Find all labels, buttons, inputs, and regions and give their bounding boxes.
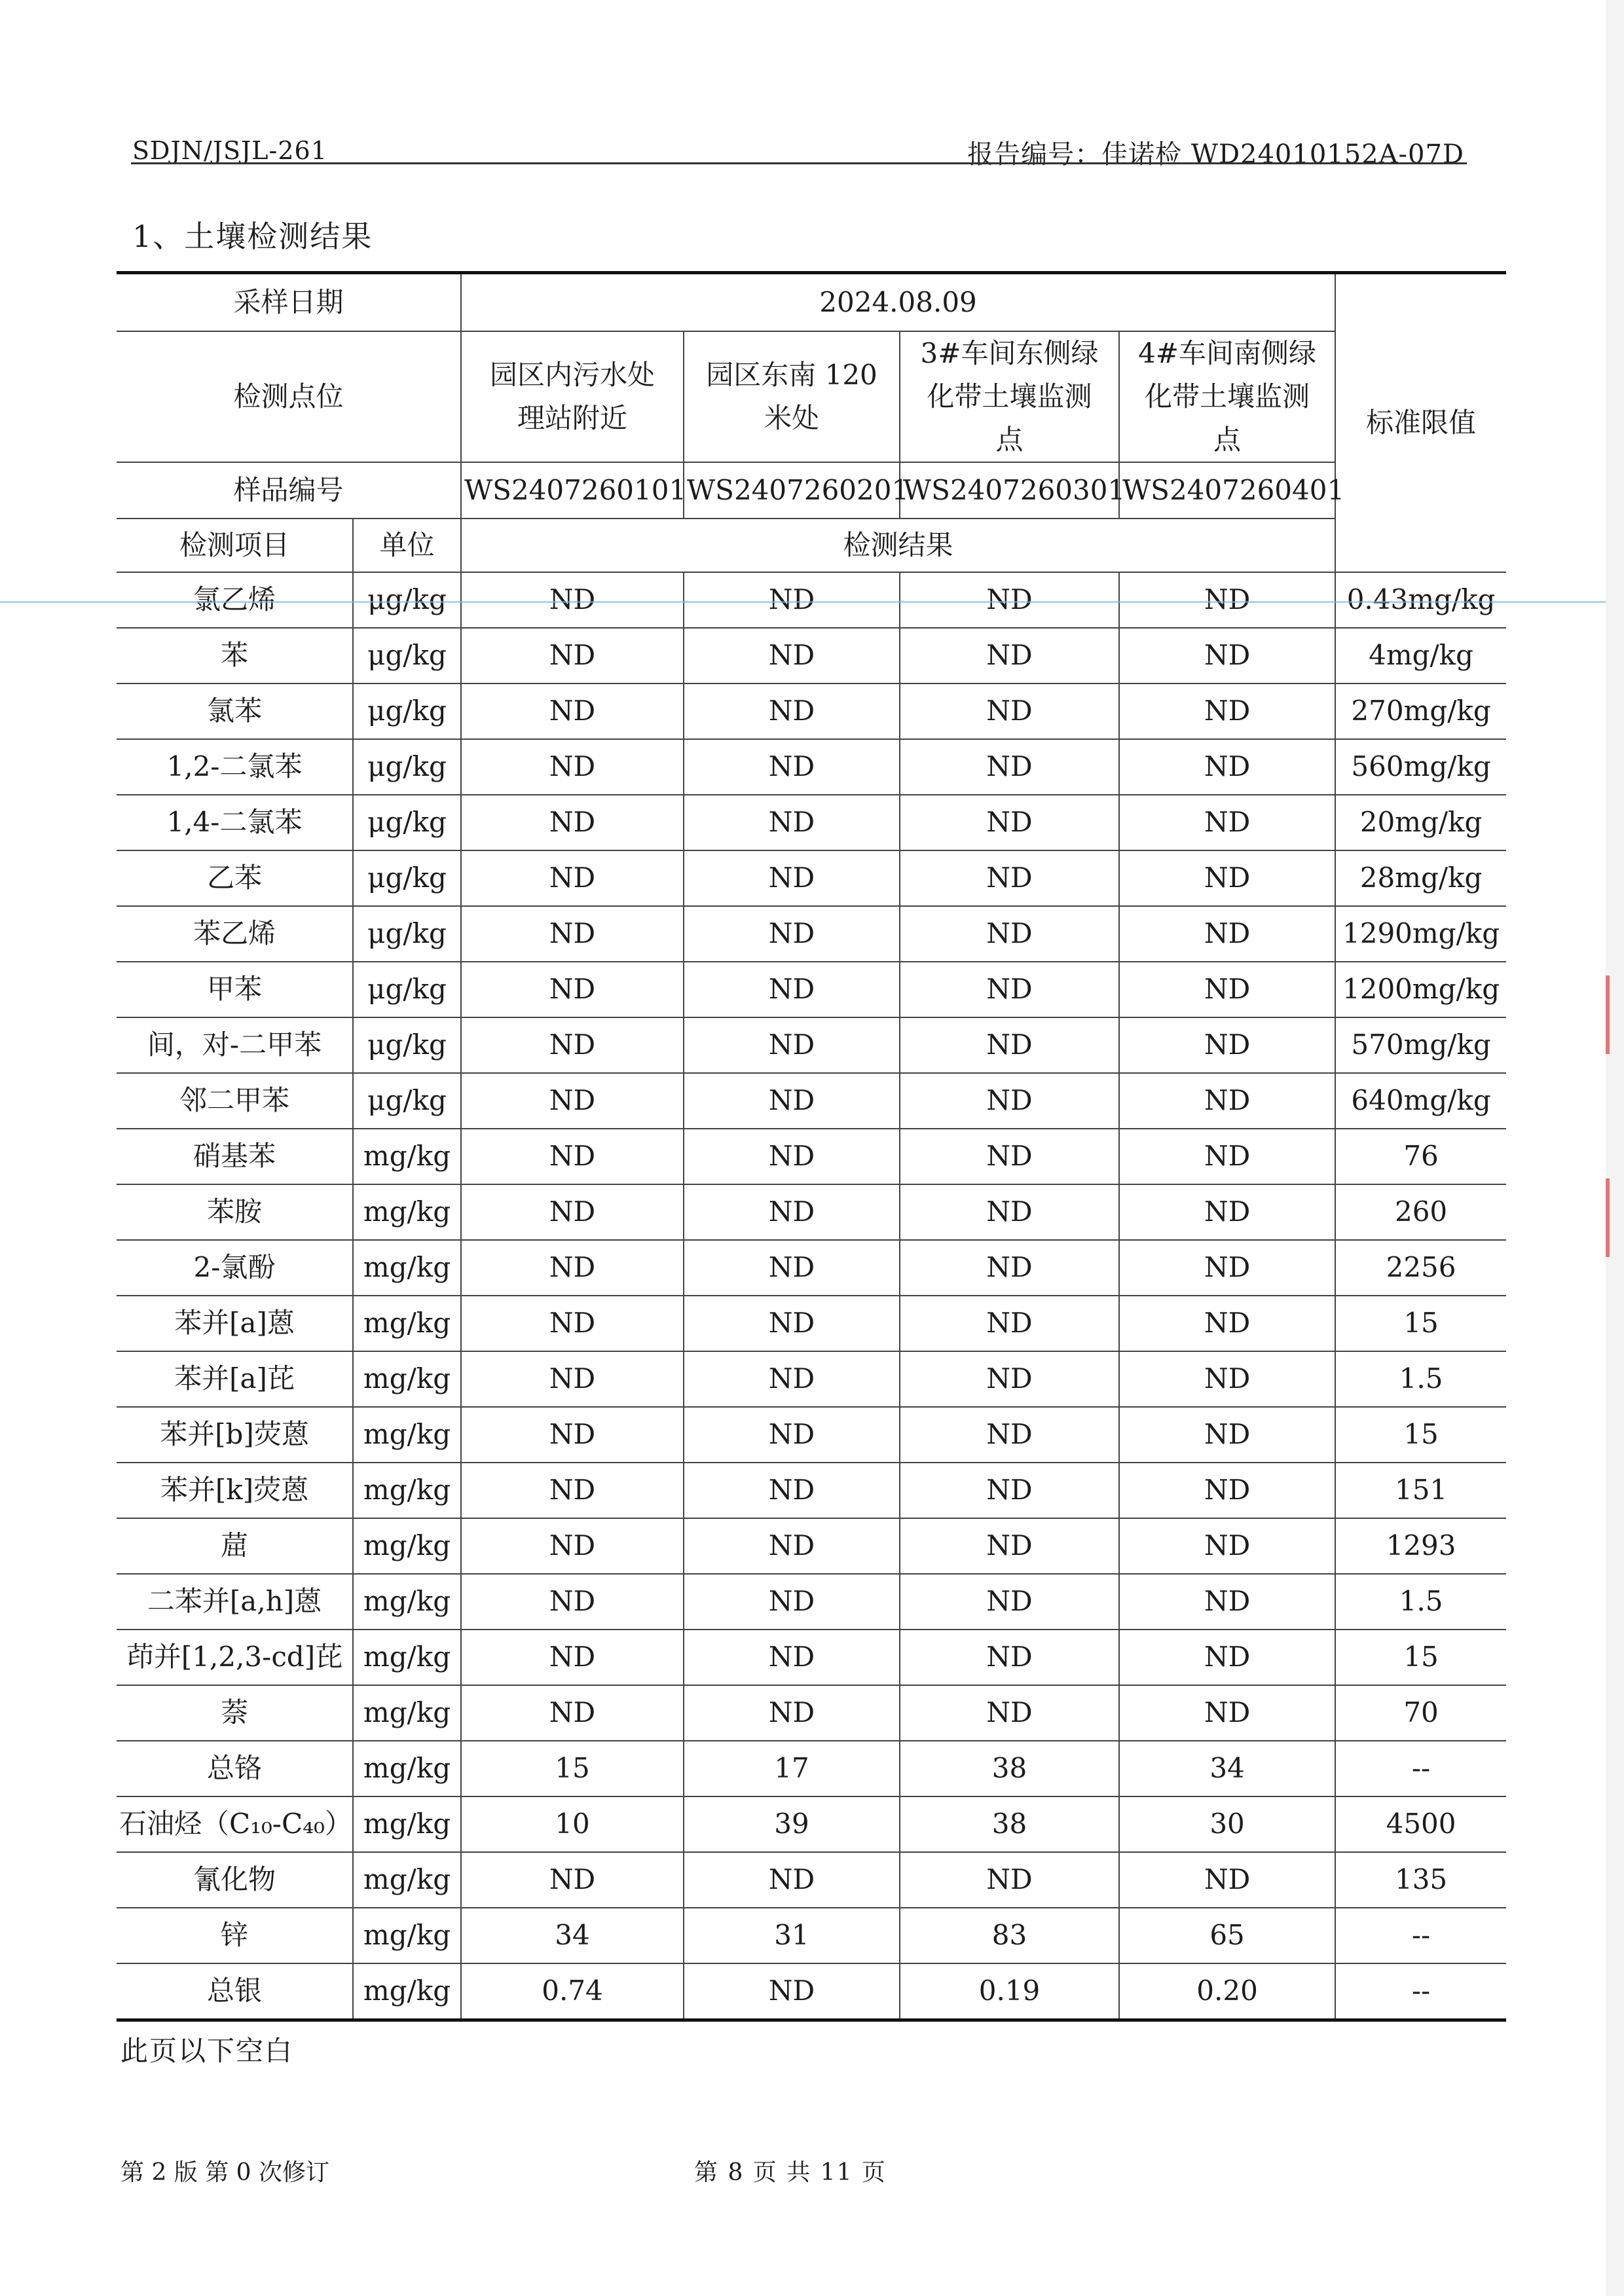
result-cell: ND — [684, 1184, 900, 1240]
unit-cell: mg/kg — [353, 1407, 461, 1463]
sample-number-2: WS2407260201 — [684, 462, 900, 519]
unit-cell: mg/kg — [353, 1963, 461, 2020]
result-cell: ND — [1119, 1351, 1335, 1407]
result-cell: ND — [461, 572, 684, 628]
result-cell: ND — [1119, 906, 1335, 962]
item-name-cell: 苯并[b]荧蒽 — [117, 1407, 353, 1463]
result-cell: ND — [1119, 795, 1335, 850]
result-cell: ND — [900, 1073, 1119, 1129]
result-cell: ND — [461, 795, 684, 850]
sample-number-label: 样品编号 — [117, 462, 461, 519]
seal-fragment-bottom — [1606, 1178, 1624, 1257]
standard-limit-cell: 4500 — [1335, 1796, 1506, 1852]
item-name-cell: 间，对-二甲苯 — [117, 1017, 353, 1073]
standard-limit-cell: -- — [1335, 1908, 1506, 1963]
result-cell: ND — [900, 1463, 1119, 1518]
item-name-cell: 苯并[k]荧蒽 — [117, 1463, 353, 1518]
item-name-cell: 乙苯 — [117, 850, 353, 906]
unit-cell: μg/kg — [353, 795, 461, 850]
standard-limit-header: 标准限值 — [1335, 273, 1506, 573]
sampling-point-row — [117, 331, 1506, 462]
result-cell: ND — [684, 850, 900, 906]
standard-limit-cell: 15 — [1335, 1630, 1506, 1685]
result-cell: 0.19 — [900, 1963, 1119, 2020]
sampling-point-1 — [461, 331, 684, 462]
result-cell: ND — [461, 1518, 684, 1574]
unit-cell: mg/kg — [353, 1574, 461, 1630]
unit-cell: mg/kg — [353, 1908, 461, 1963]
result-cell: ND — [684, 962, 900, 1017]
result-cell: ND — [461, 1685, 684, 1741]
item-name-cell: 硝基苯 — [117, 1129, 353, 1184]
result-cell: ND — [900, 1129, 1119, 1184]
standard-limit-cell: 135 — [1335, 1852, 1506, 1908]
page-edge-shadow — [1606, 0, 1624, 2296]
result-cell: ND — [1119, 1463, 1335, 1518]
sampling-point-4 — [1119, 331, 1335, 462]
unit-cell: mg/kg — [353, 1852, 461, 1908]
table-row — [117, 1685, 1506, 1741]
standard-limit-cell: 0.43mg/kg — [1335, 572, 1506, 628]
point-3-line-3: 点 — [995, 424, 1024, 456]
unit-cell: mg/kg — [353, 1630, 461, 1685]
table-row — [117, 1017, 1506, 1073]
result-cell: ND — [900, 1407, 1119, 1463]
table-row — [117, 1963, 1506, 2020]
unit-cell: mg/kg — [353, 1129, 461, 1184]
unit-cell: mg/kg — [353, 1296, 461, 1351]
unit-header: 单位 — [353, 519, 461, 572]
result-cell: ND — [461, 1184, 684, 1240]
item-name-cell: 总铬 — [117, 1741, 353, 1796]
point-4-line-3: 点 — [1213, 424, 1242, 456]
standard-limit-cell: 570mg/kg — [1335, 1017, 1506, 1073]
unit-cell: mg/kg — [353, 1463, 461, 1518]
result-cell: ND — [684, 739, 900, 795]
standard-limit-cell: 1290mg/kg — [1335, 906, 1506, 962]
standard-limit-cell: 4mg/kg — [1335, 628, 1506, 683]
unit-cell: mg/kg — [353, 1741, 461, 1796]
result-cell: ND — [684, 683, 900, 739]
table-row — [117, 739, 1506, 795]
result-cell: ND — [1119, 1184, 1335, 1240]
standard-limit-cell: 1.5 — [1335, 1574, 1506, 1630]
sample-number-3: WS2407260301 — [900, 462, 1119, 519]
result-cell: 15 — [461, 1741, 684, 1796]
result-cell: ND — [900, 1351, 1119, 1407]
result-cell: ND — [461, 1574, 684, 1630]
item-name-cell: 2-氯酚 — [117, 1240, 353, 1296]
result-cell: ND — [461, 962, 684, 1017]
table-row — [117, 628, 1506, 683]
result-cell: ND — [900, 1574, 1119, 1630]
result-cell: 31 — [684, 1908, 900, 1963]
footer-version: 第 2 版 第 0 次修订 — [120, 2159, 330, 2186]
result-cell: ND — [1119, 1129, 1335, 1184]
point-2-line-1: 园区东南 120 — [706, 359, 877, 391]
result-cell: ND — [461, 1240, 684, 1296]
result-cell: ND — [900, 1852, 1119, 1908]
result-cell: ND — [900, 1630, 1119, 1685]
standard-limit-cell: 260 — [1335, 1184, 1506, 1240]
standard-limit-cell: 1293 — [1335, 1518, 1506, 1574]
unit-cell: mg/kg — [353, 1685, 461, 1741]
item-name-cell: 䓛 — [117, 1518, 353, 1574]
item-name-cell: 苯并[a]蒽 — [117, 1296, 353, 1351]
item-name-cell: 氯乙烯 — [117, 572, 353, 628]
header-rule — [131, 162, 1467, 164]
table-row — [117, 1073, 1506, 1129]
item-name-cell: 氯苯 — [117, 683, 353, 739]
result-cell: 10 — [461, 1796, 684, 1852]
unit-cell: mg/kg — [353, 1796, 461, 1852]
result-cell: ND — [684, 1017, 900, 1073]
result-cell: ND — [900, 1518, 1119, 1574]
result-cell: ND — [900, 1685, 1119, 1741]
result-cell: ND — [900, 683, 1119, 739]
result-cell: ND — [900, 739, 1119, 795]
item-name-cell: 邻二甲苯 — [117, 1073, 353, 1129]
table-row — [117, 795, 1506, 850]
standard-limit-cell: 15 — [1335, 1407, 1506, 1463]
table-row — [117, 1296, 1506, 1351]
table-row — [117, 1630, 1506, 1685]
seal-fragment-top — [1606, 975, 1624, 1054]
table-row — [117, 1852, 1506, 1908]
unit-cell: mg/kg — [353, 1184, 461, 1240]
standard-limit-cell: 560mg/kg — [1335, 739, 1506, 795]
standard-limit-cell: 20mg/kg — [1335, 795, 1506, 850]
table-row — [117, 850, 1506, 906]
standard-limit-cell: 2256 — [1335, 1240, 1506, 1296]
result-cell: ND — [900, 906, 1119, 962]
result-cell: ND — [461, 1407, 684, 1463]
item-name-cell: 二苯并[a,h]蒽 — [117, 1574, 353, 1630]
item-name-cell: 1,4-二氯苯 — [117, 795, 353, 850]
result-cell: ND — [1119, 1073, 1335, 1129]
report-number: 报告编号：佳诺检 WD24010152A-07D — [967, 139, 1464, 170]
result-cell: ND — [900, 962, 1119, 1017]
standard-limit-cell: -- — [1335, 1963, 1506, 2020]
result-cell: ND — [461, 628, 684, 683]
table-row — [117, 1351, 1506, 1407]
table-row — [117, 1129, 1506, 1184]
item-header: 检测项目 — [117, 519, 353, 572]
table-row — [117, 683, 1506, 739]
result-cell: ND — [1119, 1296, 1335, 1351]
standard-limit-cell: 151 — [1335, 1463, 1506, 1518]
item-name-cell: 苯胺 — [117, 1184, 353, 1240]
result-cell: ND — [1119, 962, 1335, 1017]
table-row — [117, 1518, 1506, 1574]
result-cell: ND — [461, 1630, 684, 1685]
sampling-point-label: 检测点位 — [117, 331, 461, 462]
point-1-line-1: 园区内污水处 — [490, 359, 655, 391]
result-cell: ND — [900, 628, 1119, 683]
result-cell: ND — [1119, 1017, 1335, 1073]
table-row — [117, 1574, 1506, 1630]
result-cell: ND — [684, 1296, 900, 1351]
document-code: SDJN/JSJL-261 — [132, 136, 327, 165]
result-cell: ND — [900, 850, 1119, 906]
table-row — [117, 1407, 1506, 1463]
item-name-cell: 锌 — [117, 1908, 353, 1963]
result-cell: ND — [1119, 1630, 1335, 1685]
item-name-cell: 苯并[a]芘 — [117, 1351, 353, 1407]
point-4-line-1: 4#车间南侧绿 — [1138, 337, 1316, 369]
result-cell: 17 — [684, 1741, 900, 1796]
point-3-line-2: 化带土壤监测 — [927, 380, 1092, 412]
result-cell: 0.74 — [461, 1963, 684, 2020]
result-cell: ND — [1119, 1407, 1335, 1463]
result-cell: ND — [461, 1852, 684, 1908]
result-cell: ND — [900, 1296, 1119, 1351]
result-cell: ND — [461, 850, 684, 906]
item-name-cell: 1,2-二氯苯 — [117, 739, 353, 795]
sampling-date-row — [117, 273, 1506, 332]
table-row — [117, 962, 1506, 1017]
unit-cell: μg/kg — [353, 906, 461, 962]
result-cell: ND — [684, 1630, 900, 1685]
unit-cell: μg/kg — [353, 683, 461, 739]
result-cell: ND — [461, 1073, 684, 1129]
result-cell: ND — [684, 1351, 900, 1407]
unit-cell: μg/kg — [353, 628, 461, 683]
sampling-point-3 — [900, 331, 1119, 462]
point-1-line-2: 理站附近 — [517, 402, 628, 434]
unit-cell: mg/kg — [353, 1518, 461, 1574]
result-cell: ND — [1119, 850, 1335, 906]
item-header-row — [117, 519, 1506, 572]
standard-limit-cell: 1200mg/kg — [1335, 962, 1506, 1017]
result-cell: ND — [684, 1852, 900, 1908]
unit-cell: μg/kg — [353, 850, 461, 906]
result-cell: ND — [684, 1073, 900, 1129]
result-cell: ND — [900, 1184, 1119, 1240]
item-name-cell: 苯乙烯 — [117, 906, 353, 962]
item-name-cell: 甲苯 — [117, 962, 353, 1017]
result-cell: ND — [461, 683, 684, 739]
sampling-date-value: 2024.08.09 — [461, 273, 1335, 332]
result-cell: ND — [1119, 739, 1335, 795]
standard-limit-cell: 1.5 — [1335, 1351, 1506, 1407]
result-cell: 34 — [1119, 1741, 1335, 1796]
result-cell: ND — [900, 572, 1119, 628]
result-cell: 38 — [900, 1796, 1119, 1852]
result-cell: ND — [461, 906, 684, 962]
result-cell: ND — [461, 1017, 684, 1073]
result-cell: ND — [684, 1129, 900, 1184]
result-cell: ND — [1119, 1240, 1335, 1296]
result-cell: ND — [1119, 1685, 1335, 1741]
unit-cell: μg/kg — [353, 962, 461, 1017]
unit-cell: μg/kg — [353, 1073, 461, 1129]
table-row — [117, 1184, 1506, 1240]
result-cell: ND — [1119, 628, 1335, 683]
unit-cell: mg/kg — [353, 1351, 461, 1407]
result-cell: ND — [684, 1963, 900, 2020]
item-name-cell: 总银 — [117, 1963, 353, 2020]
result-cell: 0.20 — [1119, 1963, 1335, 2020]
sample-number-1: WS2407260101 — [461, 462, 684, 519]
result-cell: ND — [684, 1685, 900, 1741]
item-name-cell: 茚并[1,2,3-cd]芘 — [117, 1630, 353, 1685]
result-header: 检测结果 — [461, 519, 1335, 572]
result-cell: ND — [684, 1407, 900, 1463]
standard-limit-cell: 270mg/kg — [1335, 683, 1506, 739]
result-cell: 38 — [900, 1741, 1119, 1796]
result-cell: 30 — [1119, 1796, 1335, 1852]
result-cell: ND — [684, 1240, 900, 1296]
soil-results-table — [117, 271, 1506, 2022]
unit-cell: μg/kg — [353, 572, 461, 628]
table-row — [117, 572, 1506, 628]
point-2-line-2: 米处 — [764, 402, 820, 434]
result-cell: ND — [684, 572, 900, 628]
result-cell: ND — [900, 795, 1119, 850]
table-row — [117, 906, 1506, 962]
standard-limit-cell: 28mg/kg — [1335, 850, 1506, 906]
section-title: 1、土壤检测结果 — [132, 219, 373, 254]
table-row — [117, 1463, 1506, 1518]
footer-page-number: 第 8 页 共 11 页 — [694, 2159, 887, 2186]
result-cell: 34 — [461, 1908, 684, 1963]
result-cell: ND — [461, 1463, 684, 1518]
table-row — [117, 1741, 1506, 1796]
sampling-point-2 — [684, 331, 900, 462]
result-cell: ND — [900, 1017, 1119, 1073]
result-cell: ND — [900, 1240, 1119, 1296]
result-cell: 83 — [900, 1908, 1119, 1963]
sample-number-row — [117, 462, 1506, 519]
standard-limit-cell: 70 — [1335, 1685, 1506, 1741]
point-4-line-2: 化带土壤监测 — [1145, 380, 1310, 412]
result-cell: ND — [684, 1518, 900, 1574]
result-cell: ND — [684, 906, 900, 962]
standard-limit-cell: 76 — [1335, 1129, 1506, 1184]
result-cell: ND — [461, 739, 684, 795]
standard-limit-cell: 640mg/kg — [1335, 1073, 1506, 1129]
result-cell: ND — [1119, 1852, 1335, 1908]
result-cell: ND — [1119, 1574, 1335, 1630]
standard-limit-cell: 15 — [1335, 1296, 1506, 1351]
sampling-date-label: 采样日期 — [117, 273, 461, 332]
result-cell: ND — [684, 628, 900, 683]
table-row — [117, 1908, 1506, 1963]
item-name-cell: 苯 — [117, 628, 353, 683]
blank-below-note: 此页以下空白 — [120, 2035, 294, 2067]
item-name-cell: 氰化物 — [117, 1852, 353, 1908]
result-cell: ND — [461, 1296, 684, 1351]
result-cell: 65 — [1119, 1908, 1335, 1963]
result-cell: ND — [461, 1351, 684, 1407]
item-name-cell: 萘 — [117, 1685, 353, 1741]
table-row — [117, 1796, 1506, 1852]
result-cell: ND — [1119, 1518, 1335, 1574]
result-cell: ND — [684, 1463, 900, 1518]
result-cell: ND — [1119, 683, 1335, 739]
sample-number-4: WS2407260401 — [1119, 462, 1335, 519]
item-name-cell: 石油烃（C₁₀-C₄₀） — [117, 1796, 353, 1852]
scan-artifact-line — [0, 601, 1624, 603]
unit-cell: μg/kg — [353, 739, 461, 795]
table-row — [117, 1240, 1506, 1296]
result-cell: ND — [684, 1574, 900, 1630]
standard-limit-cell: -- — [1335, 1741, 1506, 1796]
result-cell: ND — [461, 1129, 684, 1184]
unit-cell: μg/kg — [353, 1017, 461, 1073]
result-cell: ND — [1119, 572, 1335, 628]
result-cell: ND — [684, 795, 900, 850]
point-3-line-1: 3#车间东侧绿 — [920, 337, 1099, 369]
result-cell: 39 — [684, 1796, 900, 1852]
unit-cell: mg/kg — [353, 1240, 461, 1296]
